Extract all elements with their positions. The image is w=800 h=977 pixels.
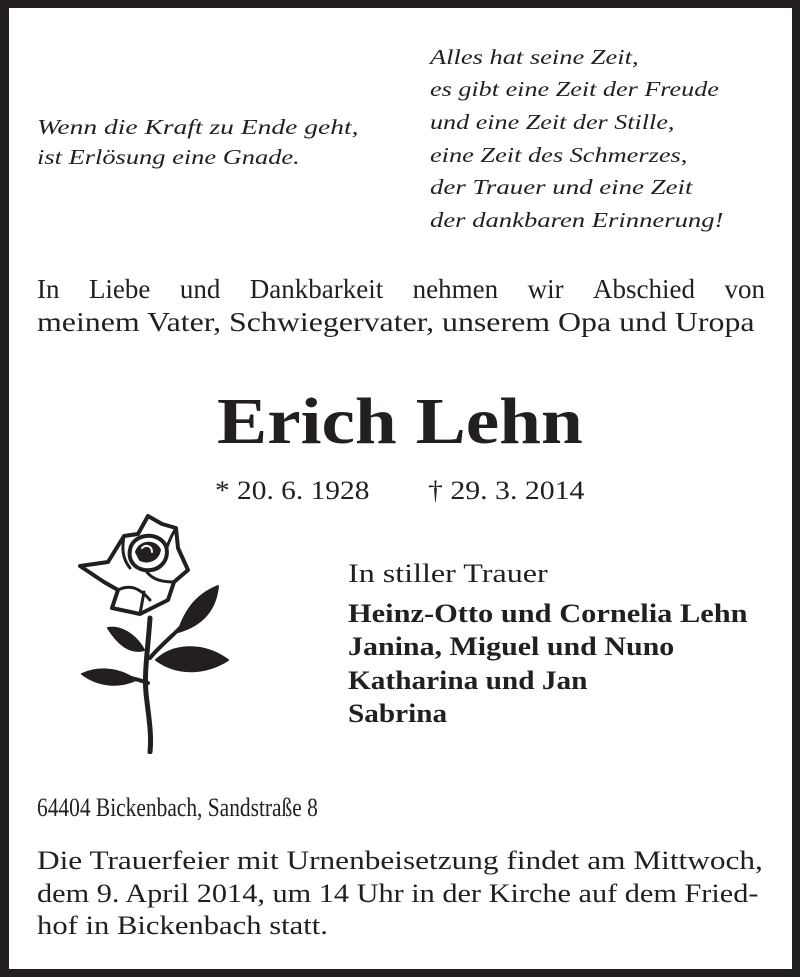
right-quote-line: eine Zeit des Schmerzes, xyxy=(430,143,688,167)
intro-word: In xyxy=(37,274,60,304)
intro-word: Liebe xyxy=(88,274,151,304)
deceased-name: Erich Lehn xyxy=(217,385,583,458)
right-quote-line: der Trauer und eine Zeit xyxy=(430,175,693,199)
right-quote-line: es gibt eine Zeit der Freude xyxy=(430,77,719,101)
address: 64404 Bickenbach, Sandstraße 8 xyxy=(37,793,318,822)
intro-word: und xyxy=(179,274,221,304)
right-quote-line: der dankbaren Erinnerung! xyxy=(430,208,724,232)
intro-word: wir xyxy=(527,274,564,304)
mourner-name: Katharina und Jan xyxy=(348,666,588,695)
left-quote-line: ist Erlösung eine Gnade. xyxy=(37,145,300,169)
mourner-name: Janina, Miguel und Nuno xyxy=(348,632,675,661)
rose-icon xyxy=(78,508,235,754)
ceremony-line: Die Trauerfeier mit Urnenbeisetzung findet am Mittwoch, xyxy=(37,846,763,875)
mourners-heading: In stiller Trauer xyxy=(348,559,548,588)
obituary-card xyxy=(9,8,792,969)
mourner-name: Heinz-Otto und Cornelia Lehn xyxy=(348,599,748,628)
left-quote-line: Wenn die Kraft zu Ende geht, xyxy=(37,115,359,139)
intro-word: Abschied xyxy=(593,274,696,304)
right-quote-line: Alles hat seine Zeit, xyxy=(430,45,639,69)
intro-word: Dankbarkeit xyxy=(249,274,384,304)
intro-line-1 xyxy=(37,276,765,303)
ceremony-line: dem 9. April 2014, um 14 Uhr in der Kirche auf dem Fried- xyxy=(37,879,759,908)
mourner-name: Sabrina xyxy=(348,699,448,728)
intro-line-2: meinem Vater, Schwiegervater, unserem Opa und Uropa xyxy=(37,307,755,337)
birth-date: * 20. 6. 1928 xyxy=(215,476,370,505)
right-quote-line: und eine Zeit der Stille, xyxy=(430,110,675,134)
ceremony-line: hof in Bickenbach statt. xyxy=(37,911,328,940)
intro-word: von xyxy=(724,274,765,304)
intro-word: nehmen xyxy=(412,274,499,304)
death-date: † 29. 3. 2014 xyxy=(428,476,585,505)
